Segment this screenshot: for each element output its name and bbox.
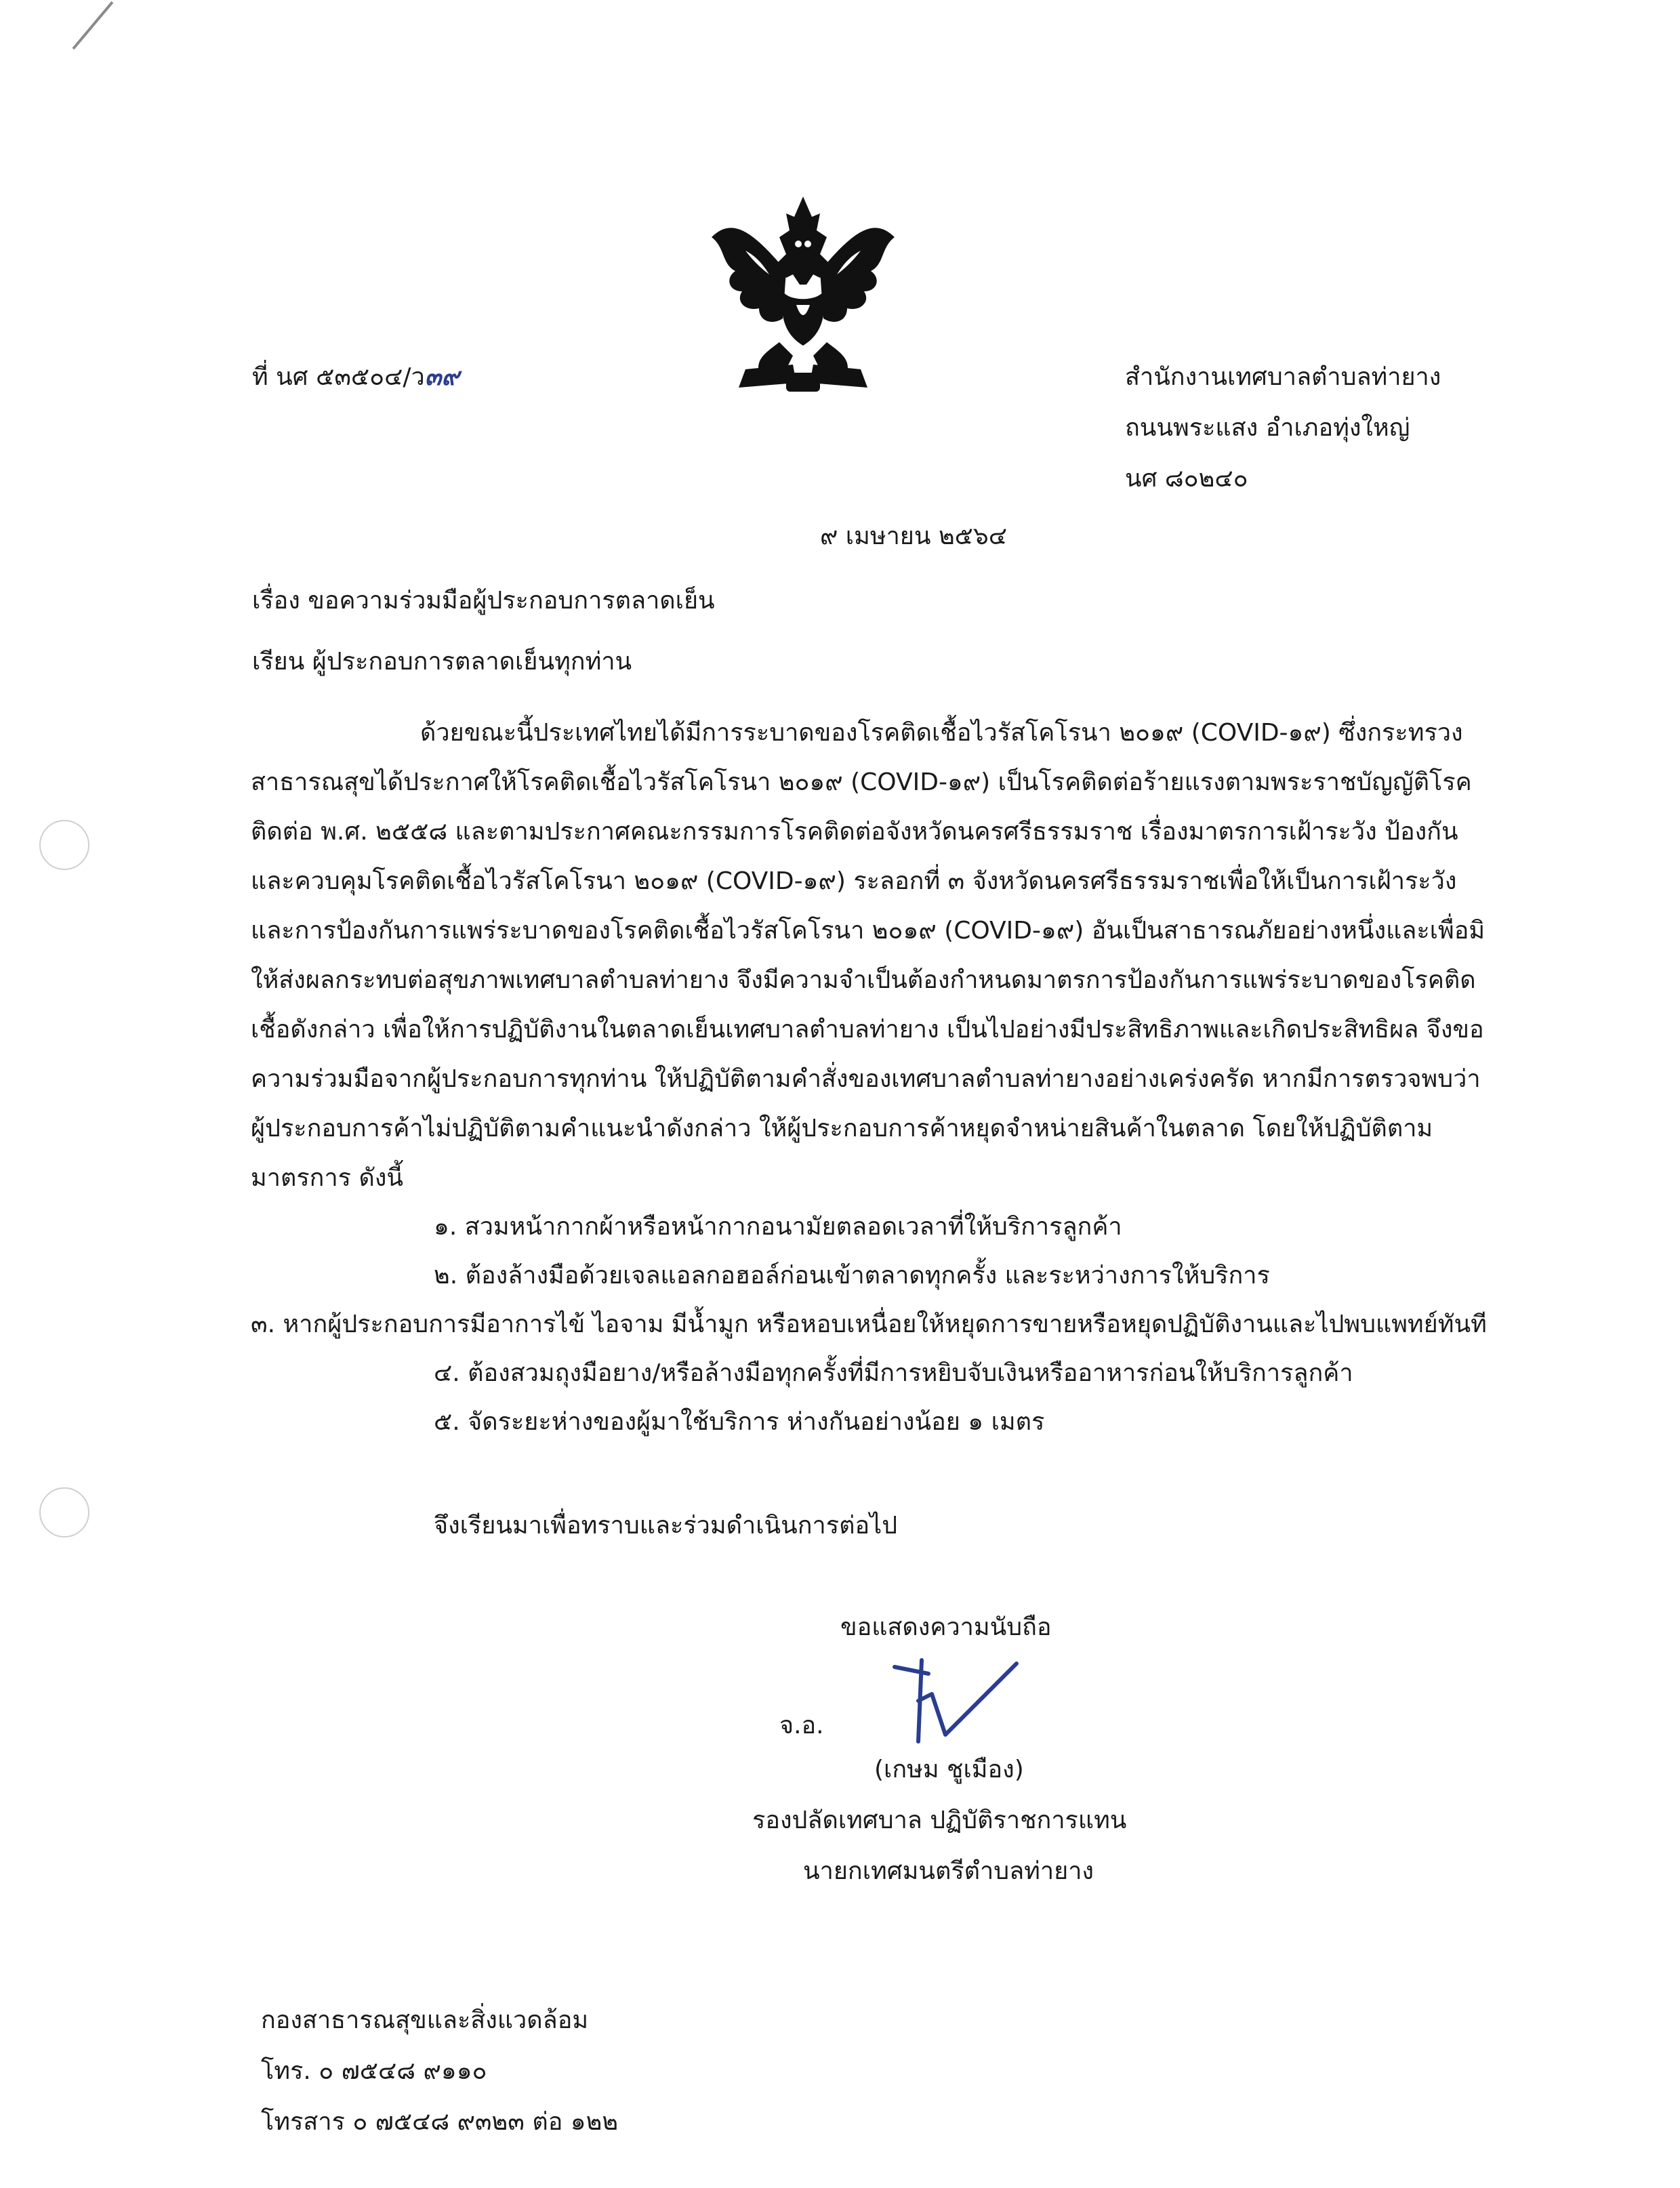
measures-list (251, 1203, 1491, 1447)
measure-item: ๕. จัดระยะห่างของผู้มาใช้บริการ ห่างกันอย่างน้อย ๑ เมตร (434, 1408, 1045, 1436)
measure-item: ๔. ต้องสวมถุงมือยาง/หรือล้างมือทุกครั้งที่มีการหยิบจับเงินหรืออาหารก่อนให้บริการลูกค้า (434, 1359, 1353, 1387)
body-paragraph-text: ด้วยขณะนี้ประเทศไทยได้มีการระบาดของโรคติดเชื้อไวรัสโคโรนา ๒๐๑๙ (COVID-๑๙) ซึ่งกระทรวงสาธารณสุขได้ประกาศให้โรคติดเชื้อไวรัสโคโรนา ๒๐๑๙ (COVID-๑๙) เป็นโรคติดต่อร้ายแรงตามพระราชบัญญัติโรคติดต่อ พ.ศ. ๒๕๕๘ และตามประกาศคณะกรรมการโรคติดต่อจังหวัดนครศรีธรรมราช เรื่องมาตรการเฝ้าระวัง ป้องกัน และควบคุมโรคติดเชื้อไวรัสโคโรนา ๒๐๑๙ (COVID-๑๙) ระลอกที่ ๓ จังหวัดนครศรีธรรมราชเพื่อให้เป็นการเฝ้าระวังและการป้องกันการแพร่ระบาดของโรคติดเชื้อไวรัสโคโรนา ๒๐๑๙ (COVID-๑๙) อันเป็นสาธารณภัยอย่างหนึ่งและเพื่อมิให้ส่งผลกระทบต่อสุขภาพเทศบาลตำบลท่ายาง จึงมีความจำเป็นต้องกำหนดมาตรการป้องกันการแพร่ระบาดของโรคติดเชื้อดังกล่าว เพื่อให้การปฏิบัติงานในตลาดเย็นเทศบาลตำบลท่ายาง เป็นไปอย่างมีประสิทธิภาพและเกิดประสิทธิผล จึงขอความร่วมมือจากผู้ประกอบการทุกท่าน ให้ปฏิบัติตามคำสั่งของเทศบาลตำบลท่ายางอย่างเคร่งครัด หากมีการตรวจพบว่าผู้ประกอบการค้าไม่ปฏิบัติตามคำแนะนำดังกล่าว ให้ผู้ประกอบการค้าหยุดจำหน่ายสินค้าในตลาด โดยให้ปฏิบัติตามมาตรการ ดังนี้ (251, 719, 1486, 1192)
letter-subject: เรื่อง ขอความร่วมมือผู้ประกอบการตลาดเย็น (252, 587, 715, 615)
scan-scratch (72, 1, 113, 50)
punch-hole-top (39, 820, 89, 870)
office-name: สำนักงานเทศบาลตำบลท่ายาง (1125, 363, 1441, 391)
letter-date: ๙ เมษายน ๒๕๖๔ (820, 522, 1008, 550)
footer-phone: โทร. ๐ ๗๕๔๘ ๙๑๑๐ (261, 2057, 487, 2085)
measure-item: ๑. สวมหน้ากากผ้าหรือหน้ากากอนามัยตลอดเวลาที่ให้บริการลูกค้า (434, 1213, 1122, 1241)
complimentary-close: ขอแสดงความนับถือ (840, 1613, 1052, 1641)
closing-sentence: จึงเรียนมาเพื่อทราบและร่วมดำเนินการต่อไป (434, 1512, 898, 1540)
punch-hole-bottom (39, 1487, 89, 1537)
signatory-title-1: รองปลัดเทศบาล ปฏิบัติราชการแทน (752, 1807, 1127, 1834)
reference-prefix: ที่ นศ ๕๓๕๐๔/ว (252, 363, 425, 391)
reference-handwritten: ๓๙ (424, 363, 459, 391)
footer-fax: โทรสาร ๐ ๗๕๔๘ ๙๓๒๓ ต่อ ๑๒๒ (261, 2108, 619, 2136)
footer-division: กองสาธารณสุขและสิ่งแวดล้อม (261, 2006, 589, 2034)
measure-item: ๓. หากผู้ประกอบการมีอาการไข้ ไอจาม มีน้ำมูก หรือหอบเหนื่อยให้หยุดการขายหรือหยุดปฏิบัติงานและไปพบแพทย์ทันที (251, 1310, 1487, 1338)
office-postcode: นศ ๘๐๒๔๐ (1125, 465, 1248, 493)
office-road: ถนนพระแสง อำเภอทุ่งใหญ่ (1125, 414, 1410, 442)
body-paragraph (251, 708, 1491, 1203)
signatory-name: (เกษม ชูเมือง) (874, 1756, 1024, 1783)
handwritten-signature-icon (881, 1653, 1037, 1755)
signatory-rank: จ.อ. (779, 1712, 824, 1739)
signatory-title-2: นายกเทศมนตรีตำบลท่ายาง (803, 1857, 1094, 1885)
letter-recipient: เรียน ผู้ประกอบการตลาดเย็นทุกท่าน (252, 648, 632, 676)
measure-item: ๒. ต้องล้างมือด้วยเจลแอลกอฮอล์ก่อนเข้าตลาดทุกครั้ง และระหว่างการให้บริการ (434, 1262, 1270, 1289)
garuda-emblem-icon (705, 190, 901, 400)
reference-number (252, 363, 459, 392)
